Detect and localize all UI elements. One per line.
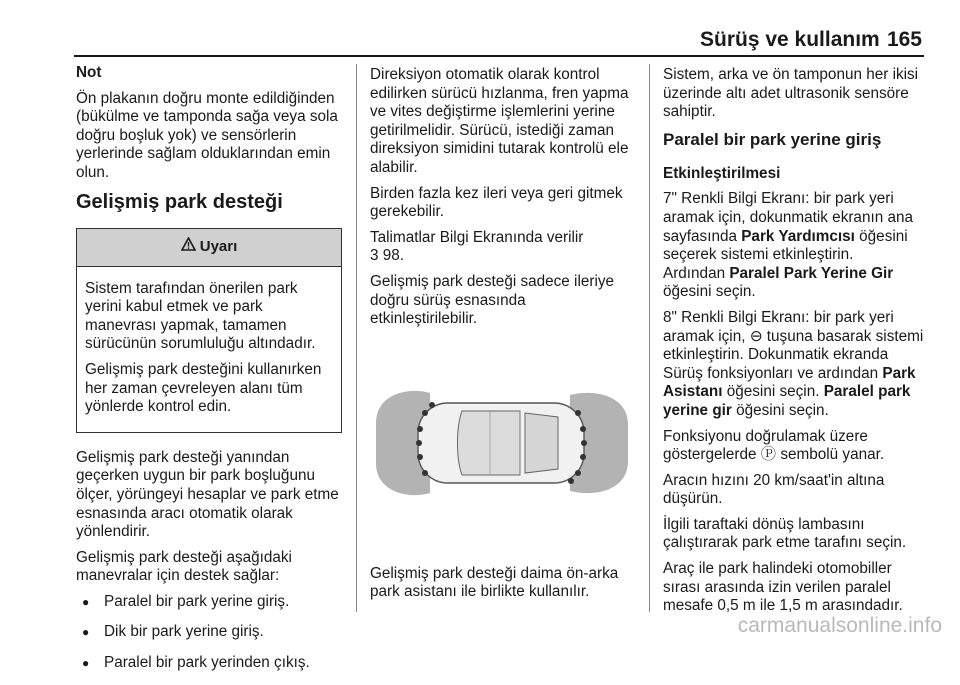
section-title-advanced-park-assist: Gelişmiş park desteği bbox=[76, 190, 283, 213]
column-divider-2 bbox=[649, 64, 650, 612]
col2-paragraph-2: Birden fazla kez ileri veya geri gitmek gerekebilir. bbox=[370, 184, 623, 221]
section-title-parallel-entry: Paralel bir park yerine giriş bbox=[663, 129, 882, 149]
col2-paragraph-1: Direksiyon otomatik olarak kontrol edilirken sürücü hızlanma, fren yapma ve vites değiştirme işlemlerini yerine getirilmelidir. Sürücü, istediği zaman direksiyon simidini tutarak kontrolü ele alabilir. bbox=[370, 66, 629, 176]
column-1 bbox=[76, 64, 342, 685]
col3-paragraph-3: 8" Renkli Bilgi Ekranı: bir park yeri aramak için, ⊖ tuşuna basarak sistemi etkinleştirin. Dokunmatik ekranda Sürüş fonksiyonları ve ardından Park Asistanı öğesini seçin. Paralel park yerine gir öğesini seçin. bbox=[663, 308, 924, 419]
column-2 bbox=[370, 66, 634, 609]
park-assist-menu-label: Park Yardımcısı bbox=[741, 227, 855, 245]
col3-paragraph-1: Sistem, arka ve ön tamponun her ikisi üzerinde altı adet ultrasonik sensöre sahiptir. bbox=[663, 66, 919, 121]
warning-body bbox=[77, 267, 341, 432]
column-3 bbox=[663, 66, 927, 623]
warning-paragraph-2: Gelişmiş park desteğini kullanırken her zaman çevreleyen alanı tüm yönlerde kontrol edin. bbox=[85, 360, 322, 416]
col3-paragraph-7: Araç ile park halindeki otomobiller sırası arasında izin verilen paralel mesafe 0,5 m ile 1,5 m arasındadır. bbox=[663, 560, 903, 615]
col1-paragraph-1: Gelişmiş park desteği yanından geçerken uygun bir park boşluğunu ölçer, yörüngeyi hesaplar ve park etme esnasında aracı otomatik olarak yönlendirir. bbox=[76, 448, 339, 541]
park-assist-symbol-icon: Ⓟ bbox=[760, 446, 777, 464]
parallel-park-entry-label: Paralel park yerine gir bbox=[663, 383, 911, 419]
instructions-text: Talimatlar Bilgi Ekranında verilir bbox=[370, 228, 584, 246]
col3-paragraph-4: Fonksiyonu doğrulamak üzere göstergelerde Ⓟ sembolü yanar. bbox=[663, 427, 885, 464]
page-number: 165 bbox=[886, 28, 922, 51]
car-key-icon: ⊖ bbox=[749, 327, 763, 345]
col1-paragraph-2: Gelişmiş park desteği aşağıdaki manevralar için destek sağlar: bbox=[76, 548, 292, 585]
warning-title: Uyarı bbox=[199, 237, 238, 255]
col3-paragraph-2: 7" Renkli Bilgi Ekranı: bir park yeri aramak için, dokunmatik ekranın ana sayfasında Park Yardımcısı öğesini seçerek sistemi etkinleştirin. Ardından Paralel Park Yerine Gir öğesini seçin. bbox=[663, 190, 913, 301]
col3-paragraph-6: İlgili taraftaki dönüş lambasını çalıştırarak park etme tarafını seçin. bbox=[663, 515, 907, 552]
page-reference-link[interactable]: 3 98. bbox=[370, 247, 405, 265]
parallel-park-entry-menu-label: Paralel Park Yerine Gir bbox=[729, 264, 894, 282]
column-divider-1 bbox=[356, 64, 357, 612]
warning-icon bbox=[181, 237, 196, 257]
col3-paragraph-5: Aracın hızını 20 km/saat'in altına düşürün. bbox=[663, 471, 885, 508]
list-item: ● Paralel bir park yerinden çıkış. bbox=[76, 654, 342, 673]
warning-header bbox=[77, 229, 341, 267]
park-assistant-menu-label: Park Asistanı bbox=[663, 364, 916, 401]
maneuver-list bbox=[76, 593, 342, 673]
col2-paragraph-4: Gelişmiş park desteği sadece ileriye doğru sürüş esnasında etkinleştirilebilir. bbox=[370, 272, 615, 328]
note-body: Ön plakanın doğru monte edildiğinden (bükülme ve tamponda sağa veya sola doğru boşluk yok) ve sensörlerin yerlerinde sağlam olduklarından emin olun. bbox=[76, 89, 338, 181]
watermark: carmanualsonline.info bbox=[737, 614, 942, 637]
list-item: ● Paralel bir park yerine giriş. bbox=[76, 593, 342, 612]
note-title: Not bbox=[76, 64, 102, 81]
activation-label: Etkinleştirilmesi bbox=[663, 164, 781, 182]
warning-box bbox=[76, 228, 342, 433]
header-rule bbox=[74, 55, 924, 57]
car-sensor-illustration bbox=[370, 343, 634, 553]
list-item: ● Dik bir park yerine giriş. bbox=[76, 623, 342, 642]
col2-paragraph-3 bbox=[370, 229, 634, 266]
warning-paragraph-1: Sistem tarafından önerilen park yerini kabul etmek ve park manevrası yapmak, tamamen sürücünün sorumluluğu altındadır. bbox=[85, 279, 316, 353]
col2-paragraph-5: Gelişmiş park desteği daima ön-arka park asistanı ile birlikte kullanılır. bbox=[370, 564, 619, 601]
header-title: Sürüş ve kullanım bbox=[700, 28, 880, 51]
